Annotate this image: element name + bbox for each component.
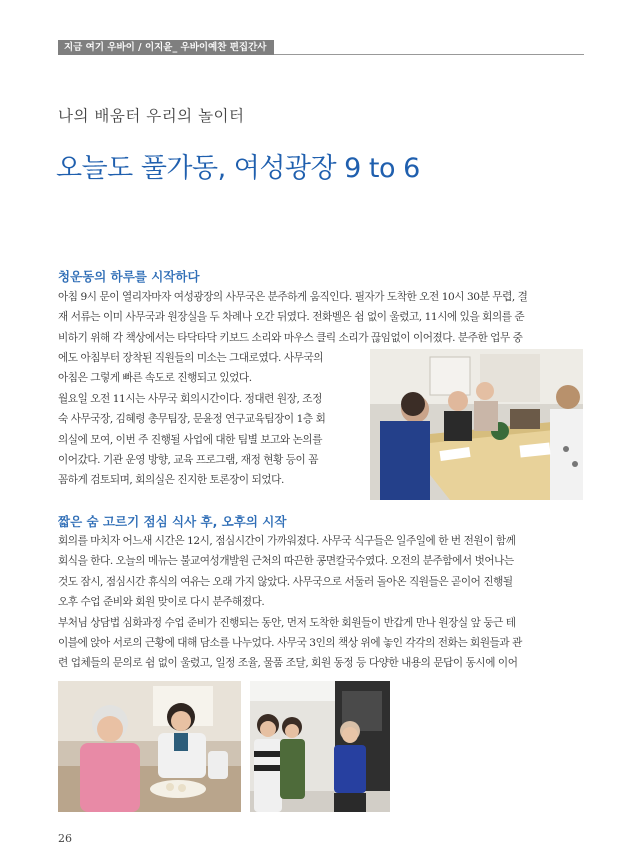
text-line: 월요일 오전 11시는 사무국 회의시간이다. 정대련 원장, 조정 xyxy=(58,392,322,405)
text-line: 숙 사무국장, 김혜령 총무팀장, 문윤정 연구교육팀장이 1층 회 xyxy=(58,413,326,426)
article-title: 오늘도 풀가동, 여성광장 9 to 6 xyxy=(56,153,420,184)
section-heading-morning: 청운동의 하루를 시작하다 xyxy=(58,269,200,284)
text-line: 비하기 위해 각 책상에서는 타닥타닥 키보드 소리와 마우스 클릭 소리가 끊임없이 이어졌다. 분주한 업무 중 xyxy=(58,331,523,344)
text-line: 이블에 앉아 서로의 근황에 대해 담소를 나누었다. 사무국 3인의 책상 위에 놓인 각각의 전화는 회원들과 관 xyxy=(58,637,522,650)
text-line: 아침은 그렇게 빠른 속도로 진행되고 있었다. xyxy=(58,372,252,385)
text-line: 이어갔다. 기관 운영 방향, 교육 프로그램, 재정 현황 등이 꼼 xyxy=(58,454,319,467)
text-line: 회식을 한다. 오늘의 메뉴는 불교여성개발원 근처의 따끈한 콩면칼국수였다. 오전의 분주함에서 벗어나는 xyxy=(58,555,514,568)
section2-paragraph xyxy=(58,531,584,674)
meeting-room-photo xyxy=(370,349,583,500)
office-hallway-photo xyxy=(250,681,390,812)
text-line: 꼼하게 검토되며, 회의실은 진지한 토론장이 되었다. xyxy=(58,474,284,487)
text-line: 회의를 마치자 어느새 시간은 12시, 점심시간이 가까워졌다. 사무국 식구들은 일주일에 한 번 전원이 함께 xyxy=(58,535,516,547)
text-line: 오후 수업 준비와 회원 맞이로 다시 분주해졌다. xyxy=(58,596,265,609)
header-section-tab: 지금 여기 우바이 / 이지윤_ 우바이예찬 편집간사 xyxy=(58,40,274,55)
article-subtitle: 나의 배움터 우리의 놀이터 xyxy=(58,107,245,125)
text-line: 의실에 모여, 이번 주 진행될 사업에 대한 팀별 보고와 논의를 xyxy=(58,433,322,446)
text-line: 에도 아침부터 장착된 직원들의 미소는 그대로였다. 사무국의 xyxy=(58,352,324,364)
text-line: 아침 9시 문이 열리자마자 여성광장의 사무국은 분주하게 움직인다. 필자가 도착한 오전 10시 30분 무렵, 결 xyxy=(58,291,528,303)
text-line: 것도 잠시, 점심시간 휴식의 여유는 오래 가지 않았다. 사무국으로 서둘러 돌아온 직원들은 곧이어 진행될 xyxy=(58,575,513,588)
section-heading-afternoon: 짧은 숨 고르기 점심 식사 후, 오후의 시작 xyxy=(58,514,287,529)
meeting-room-illustration xyxy=(370,349,583,500)
lunch-illustration xyxy=(58,681,241,812)
lunch-photo xyxy=(58,681,241,812)
section1-paragraph-wrapped xyxy=(58,348,366,491)
text-line: 재 서류는 이미 사무국과 원장실을 두 차례나 오간 뒤였다. 전화벨은 쉼 없이 울렸고, 11시에 있을 회의를 준 xyxy=(58,311,525,324)
hallway-illustration xyxy=(250,681,390,812)
page-number: 26 xyxy=(58,832,72,845)
section1-paragraph-full xyxy=(58,287,584,348)
text-line: 련 업체들의 문의로 쉼 없이 울렸고, 일정 조율, 물품 조달, 회원 동정 등 다양한 내용의 문답이 동시에 이어 xyxy=(58,657,518,670)
text-line: 부처님 상담법 심화과정 수업 준비가 진행되는 동안, 먼저 도착한 회원들이 반갑게 만나 원장실 앞 둥근 테 xyxy=(58,616,516,629)
